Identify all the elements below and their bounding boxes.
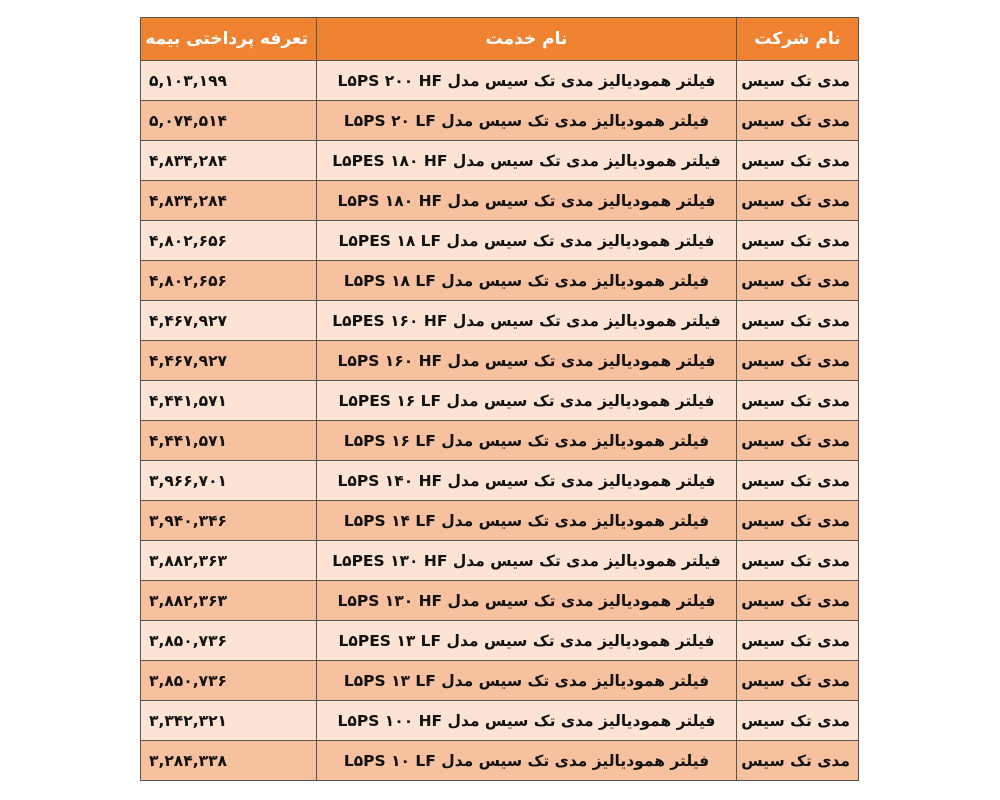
cell-company: مدی تک سیس <box>737 301 859 341</box>
table-row <box>141 461 859 501</box>
table-row <box>141 501 859 541</box>
table-row <box>141 701 859 741</box>
cell-company: مدی تک سیس <box>737 381 859 421</box>
cell-company: مدی تک سیس <box>737 421 859 461</box>
cell-service: فیلتر همودیالیز مدی تک سیس مدل L۵PS ۱۸۰ HF <box>317 181 737 221</box>
header-service: نام خدمت <box>317 18 737 61</box>
table-row <box>141 301 859 341</box>
table-row <box>141 621 859 661</box>
table-row <box>141 541 859 581</box>
cell-company: مدی تک سیس <box>737 461 859 501</box>
table-body <box>141 61 859 781</box>
table-row <box>141 141 859 181</box>
cell-tariff: ۳,۳۴۲,۳۲۱ <box>141 701 317 741</box>
cell-company: مدی تک سیس <box>737 341 859 381</box>
cell-service: فیلتر همودیالیز مدی تک سیس مدل L۵PES ۱۳ LF <box>317 621 737 661</box>
cell-tariff: ۴,۴۶۷,۹۲۷ <box>141 341 317 381</box>
table-row <box>141 741 859 781</box>
cell-service: فیلتر همودیالیز مدی تک سیس مدل L۵PS ۱۴۰ HF <box>317 461 737 501</box>
header-tariff: تعرفه پرداختی بیمه <box>141 18 317 61</box>
cell-tariff: ۴,۴۶۷,۹۲۷ <box>141 301 317 341</box>
cell-company: مدی تک سیس <box>737 621 859 661</box>
cell-tariff: ۴,۸۳۴,۲۸۴ <box>141 181 317 221</box>
cell-company: مدی تک سیس <box>737 261 859 301</box>
cell-tariff: ۳,۸۵۰,۷۳۶ <box>141 661 317 701</box>
cell-tariff: ۵,۰۷۴,۵۱۴ <box>141 101 317 141</box>
cell-service: فیلتر همودیالیز مدی تک سیس مدل L۵PS ۲۰ LF <box>317 101 737 141</box>
cell-company: مدی تک سیس <box>737 741 859 781</box>
cell-service: فیلتر همودیالیز مدی تک سیس مدل L۵PS ۱۶۰ HF <box>317 341 737 381</box>
cell-company: مدی تک سیس <box>737 221 859 261</box>
cell-company: مدی تک سیس <box>737 101 859 141</box>
cell-service: فیلتر همودیالیز مدی تک سیس مدل L۵PES ۱۸۰ HF <box>317 141 737 181</box>
cell-service: فیلتر همودیالیز مدی تک سیس مدل L۵PS ۱۰۰ HF <box>317 701 737 741</box>
cell-service: فیلتر همودیالیز مدی تک سیس مدل L۵PS ۱۰ LF <box>317 741 737 781</box>
table-row <box>141 101 859 141</box>
cell-tariff: ۴,۴۴۱,۵۷۱ <box>141 381 317 421</box>
cell-service: فیلتر همودیالیز مدی تک سیس مدل L۵PES ۱۸ LF <box>317 221 737 261</box>
table-row <box>141 381 859 421</box>
cell-tariff: ۳,۸۵۰,۷۳۶ <box>141 621 317 661</box>
table-row <box>141 181 859 221</box>
cell-tariff: ۳,۹۶۶,۷۰۱ <box>141 461 317 501</box>
table-row <box>141 61 859 101</box>
cell-tariff: ۴,۸۳۴,۲۸۴ <box>141 141 317 181</box>
cell-tariff: ۳,۸۸۲,۳۶۳ <box>141 581 317 621</box>
cell-tariff: ۴,۸۰۲,۶۵۶ <box>141 261 317 301</box>
cell-service: فیلتر همودیالیز مدی تک سیس مدل L۵PS ۱۳۰ HF <box>317 581 737 621</box>
cell-company: مدی تک سیس <box>737 541 859 581</box>
table-row <box>141 661 859 701</box>
cell-company: مدی تک سیس <box>737 581 859 621</box>
cell-service: فیلتر همودیالیز مدی تک سیس مدل L۵PS ۱۸ LF <box>317 261 737 301</box>
tariff-table <box>140 17 859 781</box>
cell-service: فیلتر همودیالیز مدی تک سیس مدل L۵PS ۱۳ LF <box>317 661 737 701</box>
cell-service: فیلتر همودیالیز مدی تک سیس مدل L۵PS ۱۴ LF <box>317 501 737 541</box>
cell-service: فیلتر همودیالیز مدی تک سیس مدل L۵PES ۱۳۰ HF <box>317 541 737 581</box>
cell-tariff: ۴,۸۰۲,۶۵۶ <box>141 221 317 261</box>
cell-company: مدی تک سیس <box>737 501 859 541</box>
cell-company: مدی تک سیس <box>737 141 859 181</box>
cell-tariff: ۵,۱۰۳,۱۹۹ <box>141 61 317 101</box>
table-row <box>141 221 859 261</box>
header-company: نام شرکت <box>737 18 859 61</box>
cell-tariff: ۳,۸۸۲,۳۶۳ <box>141 541 317 581</box>
cell-tariff: ۴,۴۴۱,۵۷۱ <box>141 421 317 461</box>
table-header-row <box>141 18 859 61</box>
cell-service: فیلتر همودیالیز مدی تک سیس مدل L۵PS ۱۶ LF <box>317 421 737 461</box>
cell-service: فیلتر همودیالیز مدی تک سیس مدل L۵PES ۱۶ LF <box>317 381 737 421</box>
cell-company: مدی تک سیس <box>737 661 859 701</box>
table-row <box>141 581 859 621</box>
cell-company: مدی تک سیس <box>737 701 859 741</box>
cell-service: فیلتر همودیالیز مدی تک سیس مدل L۵PES ۱۶۰ HF <box>317 301 737 341</box>
table-row <box>141 421 859 461</box>
cell-tariff: ۳,۲۸۴,۳۳۸ <box>141 741 317 781</box>
cell-company: مدی تک سیس <box>737 181 859 221</box>
cell-tariff: ۳,۹۴۰,۳۴۶ <box>141 501 317 541</box>
table-row <box>141 261 859 301</box>
table-row <box>141 341 859 381</box>
cell-company: مدی تک سیس <box>737 61 859 101</box>
cell-service: فیلتر همودیالیز مدی تک سیس مدل L۵PS ۲۰۰ HF <box>317 61 737 101</box>
